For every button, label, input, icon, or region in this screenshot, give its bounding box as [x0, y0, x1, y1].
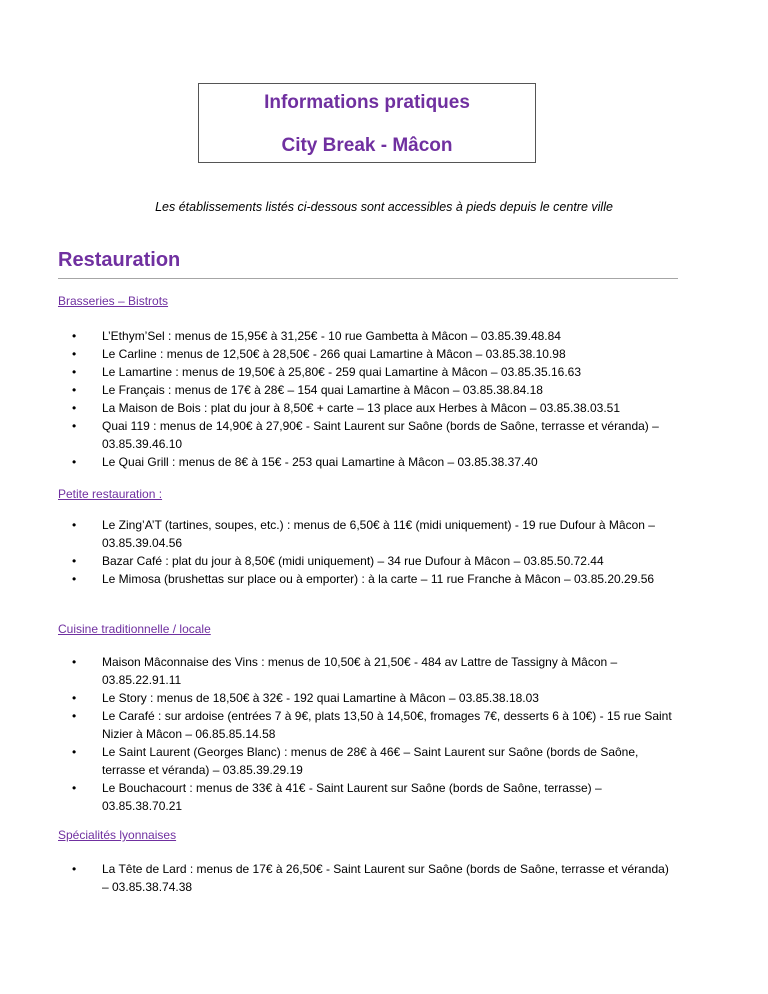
list-item: • Quai 119 : menus de 14,90€ à 27,90€ - Saint Laurent sur Saône (bords de Saône, terrasse et véranda) – 03.85.39.46.10 [58, 417, 678, 453]
list-brasseries [58, 327, 678, 471]
list-petite-restauration [58, 516, 678, 588]
list-item: • Le Saint Laurent (Georges Blanc) : menus de 28€ à 46€ – Saint Laurent sur Saône (bords de Saône, terrasse et véranda) – 03.85.39.29.19 [58, 743, 678, 779]
list-item: • Le Français : menus de 17€ à 28€ – 154 quai Lamartine à Mâcon – 03.85.38.84.18 [58, 381, 678, 399]
list-item: • La Maison de Bois : plat du jour à 8,50€ + carte – 13 place aux Herbes à Mâcon – 03.85.38.03.51 [58, 399, 678, 417]
list-item: • Bazar Café : plat du jour à 8,50€ (midi uniquement) – 34 rue Dufour à Mâcon – 03.85.50.72.44 [58, 552, 678, 570]
category-title-specialites-lyonnaises: Spécialités lyonnaises [58, 828, 177, 842]
list-item: • Le Zing’A’T (tartines, soupes, etc.) : menus de 6,50€ à 11€ (midi uniquement) - 19 rue Dufour à Mâcon – 03.85.39.04.56 [58, 516, 678, 552]
section-divider [58, 278, 678, 279]
title-box [198, 83, 536, 163]
list-item: • Le Story : menus de 18,50€ à 32€ - 192 quai Lamartine à Mâcon – 03.85.38.18.03 [58, 689, 678, 707]
category-title-petite-restauration: Petite restauration : [58, 487, 163, 501]
list-item: • Le Lamartine : menus de 19,50€ à 25,80€ - 259 quai Lamartine à Mâcon – 03.85.35.16.63 [58, 363, 678, 381]
list-cuisine-traditionnelle [58, 653, 678, 815]
category-title-brasseries: Brasseries – Bistrots [58, 294, 169, 308]
list-item: • Le Mimosa (brushettas sur place ou à emporter) : à la carte – 11 rue Franche à Mâcon – 03.85.20.29.56 [58, 570, 678, 588]
section-title: Restauration [58, 249, 181, 271]
intro-text: Les établissements listés ci-dessous sont accessibles à pieds depuis le centre ville [155, 200, 613, 214]
list-item: • Maison Mâconnaise des Vins : menus de 10,50€ à 21,50€ - 484 av Lattre de Tassigny à Mâcon – 03.85.22.91.11 [58, 653, 678, 689]
list-item: • L’Ethym’Sel : menus de 15,95€ à 31,25€ - 10 rue Gambetta à Mâcon – 03.85.39.48.84 [58, 327, 678, 345]
list-specialites-lyonnaises [58, 860, 678, 896]
list-item: • Le Bouchacourt : menus de 33€ à 41€ - Saint Laurent sur Saône (bords de Saône, terrasse) – 03.85.38.70.21 [58, 779, 678, 815]
category-title-cuisine-traditionnelle: Cuisine traditionnelle / locale [58, 622, 211, 636]
list-item: • La Tête de Lard : menus de 17€ à 26,50€ - Saint Laurent sur Saône (bords de Saône, terrasse et véranda) – 03.85.38.74.38 [58, 860, 678, 896]
page-title: Informations pratiques [264, 92, 470, 113]
list-item: • Le Carline : menus de 12,50€ à 28,50€ - 266 quai Lamartine à Mâcon – 03.85.38.10.98 [58, 345, 678, 363]
list-item: • Le Carafé : sur ardoise (entrées 7 à 9€, plats 13,50 à 14,50€, fromages 7€, desserts 6 à 10€) - 15 rue Saint Nizier à Mâcon – 06.85.85.14.58 [58, 707, 678, 743]
list-item: • Le Quai Grill : menus de 8€ à 15€ - 253 quai Lamartine à Mâcon – 03.85.38.37.40 [58, 453, 678, 471]
page-subtitle: City Break - Mâcon [281, 135, 453, 156]
